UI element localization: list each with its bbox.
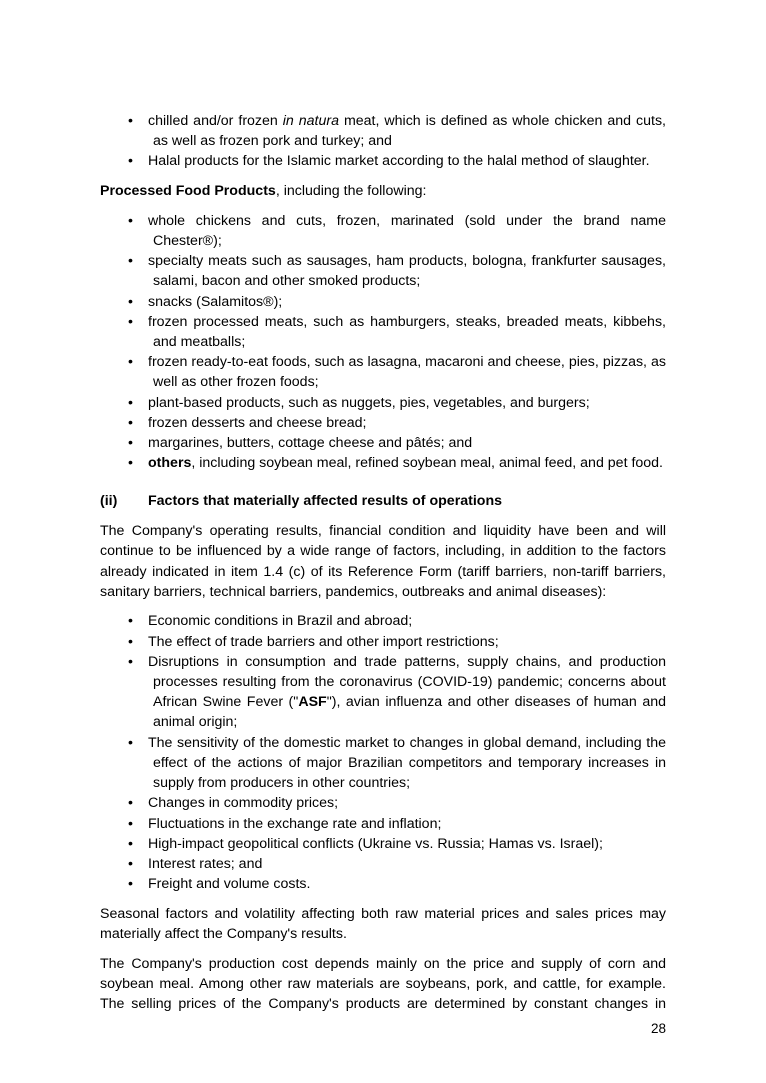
text-run: Freight and volume costs.	[148, 876, 311, 893]
bullet-icon: •	[128, 734, 133, 751]
paragraph	[100, 521, 666, 602]
text-run: , including the following:	[275, 183, 427, 200]
list-item	[100, 352, 666, 392]
text-run: margarines, butters, cottage cheese and pâtés; and	[148, 435, 473, 452]
text-run: plant-based products, such as nuggets, pies, vegetables, and burgers;	[148, 394, 590, 411]
list-item	[100, 632, 666, 652]
text-run: High-impact geopolitical conflicts (Ukraine vs. Russia; Hamas vs. Israel);	[148, 835, 603, 852]
bullet-icon: •	[128, 293, 133, 310]
list-item	[100, 393, 666, 413]
italic-text: in natura	[282, 113, 339, 129]
list-item	[100, 453, 666, 473]
paragraph	[100, 904, 666, 944]
list-item	[100, 413, 666, 433]
bullet-icon: •	[128, 855, 133, 872]
text-run: chilled and/or frozen	[148, 113, 283, 129]
bold-text: others	[148, 455, 192, 472]
bullet-icon: •	[128, 815, 133, 832]
text-run: specialty meats such as sausages, ham products, bologna, frankfurter sausages, salami, bacon and other smoked products;	[148, 253, 666, 290]
text-run: Disruptions in consumption and trade patterns, supply chains, and production processes resulting from the coronavirus (COVID-19) pandemic; concerns about African Swine Fever ("	[148, 653, 666, 711]
bullet-icon: •	[128, 876, 133, 893]
bullet-icon: •	[128, 633, 133, 650]
list-item	[100, 211, 666, 251]
text-run: meat, which is defined as whole chicken and cuts, as well as frozen pork and turkey; and	[153, 113, 666, 150]
text-run: The Company's production cost depends mainly on the price and supply of corn and soybean meal. Among other raw materials are soybeans, pork, and cattle, for example. The selling prices of the Company's products are determined by constant changes in	[100, 955, 666, 1013]
text-run: Factors that materially affected results of operations	[148, 493, 502, 510]
text-run: Seasonal factors and volatility affecting both raw material prices and sales prices may materially affect the Company's results.	[100, 905, 666, 943]
text-run: The sensitivity of the domestic market to changes in global demand, including the effect of the actions of major Brazilian competitors and temporary increases in supply from producers in other countries;	[148, 734, 666, 792]
list-item	[100, 834, 666, 854]
paragraph	[100, 954, 666, 1015]
text-run: frozen ready-to-eat foods, such as lasagna, macaroni and cheese, pies, pizzas, as well as other frozen foods;	[148, 354, 666, 391]
text-run: Fluctuations in the exchange rate and inflation;	[148, 815, 442, 832]
list-item	[100, 814, 666, 834]
paragraph	[100, 181, 666, 201]
bullet-icon: •	[128, 835, 133, 852]
text-run: whole chickens and cuts, frozen, marinated (sold under the brand name Chester®);	[148, 212, 666, 250]
bullet-icon: •	[128, 394, 133, 411]
text-run: The Company's operating results, financial condition and liquidity have been and will continue to be influenced by a wide range of factors, including, in addition to the factors already indicated in item 1.4 (c) of its Reference Form (tariff barriers, non-tariff barriers, sanitary barriers, technical barriers, pandemics, outbreaks and animal diseases):	[100, 523, 666, 600]
text-run: Changes in commodity prices;	[148, 795, 339, 812]
section-heading	[100, 491, 666, 511]
list-item	[100, 111, 666, 151]
bullet-icon: •	[128, 153, 133, 170]
bullet-icon: •	[128, 354, 133, 371]
bullet-icon: •	[128, 113, 133, 129]
list-item	[100, 292, 666, 312]
list-item	[100, 874, 666, 894]
bold-text: ASF	[298, 694, 327, 711]
text-run: , including soybean meal, refined soybean meal, animal feed, and pet food.	[191, 455, 664, 472]
list-item	[100, 793, 666, 813]
bullet-icon: •	[128, 414, 133, 431]
text-run: Interest rates; and	[148, 855, 263, 872]
bullet-icon: •	[128, 313, 133, 330]
bullet-icon: •	[128, 455, 133, 472]
bullet-icon: •	[128, 613, 133, 630]
page-number: 28	[650, 1021, 666, 1036]
bullet-list	[100, 211, 666, 474]
bold-text: Processed Food Products	[100, 183, 276, 200]
text-run: The effect of trade barriers and other import restrictions;	[148, 633, 499, 650]
list-item	[100, 251, 666, 291]
bullet-list	[100, 111, 666, 172]
bullet-icon: •	[128, 212, 133, 229]
bullet-icon: •	[128, 253, 133, 270]
bullet-list	[100, 611, 666, 894]
list-item	[100, 312, 666, 352]
text-run: Economic conditions in Brazil and abroad;	[148, 613, 413, 630]
list-item	[100, 733, 666, 794]
bullet-icon: •	[128, 435, 133, 452]
heading-number: (ii)	[100, 493, 118, 510]
list-item	[100, 151, 666, 171]
text-run: snacks (Salamitos®);	[148, 293, 283, 310]
text-run: frozen desserts and cheese bread;	[148, 414, 367, 431]
text-run: frozen processed meats, such as hamburgers, steaks, breaded meats, kibbehs, and meatballs;	[148, 313, 666, 351]
list-item	[100, 611, 666, 631]
document-content	[100, 111, 666, 1014]
text-run: "), avian influenza and other diseases of human and animal origin;	[153, 694, 666, 731]
list-item	[100, 652, 666, 733]
bullet-icon: •	[128, 653, 133, 670]
list-item	[100, 854, 666, 874]
text-run: Halal products for the Islamic market according to the halal method of slaughter.	[148, 153, 650, 170]
bullet-icon: •	[128, 795, 133, 812]
list-item	[100, 433, 666, 453]
